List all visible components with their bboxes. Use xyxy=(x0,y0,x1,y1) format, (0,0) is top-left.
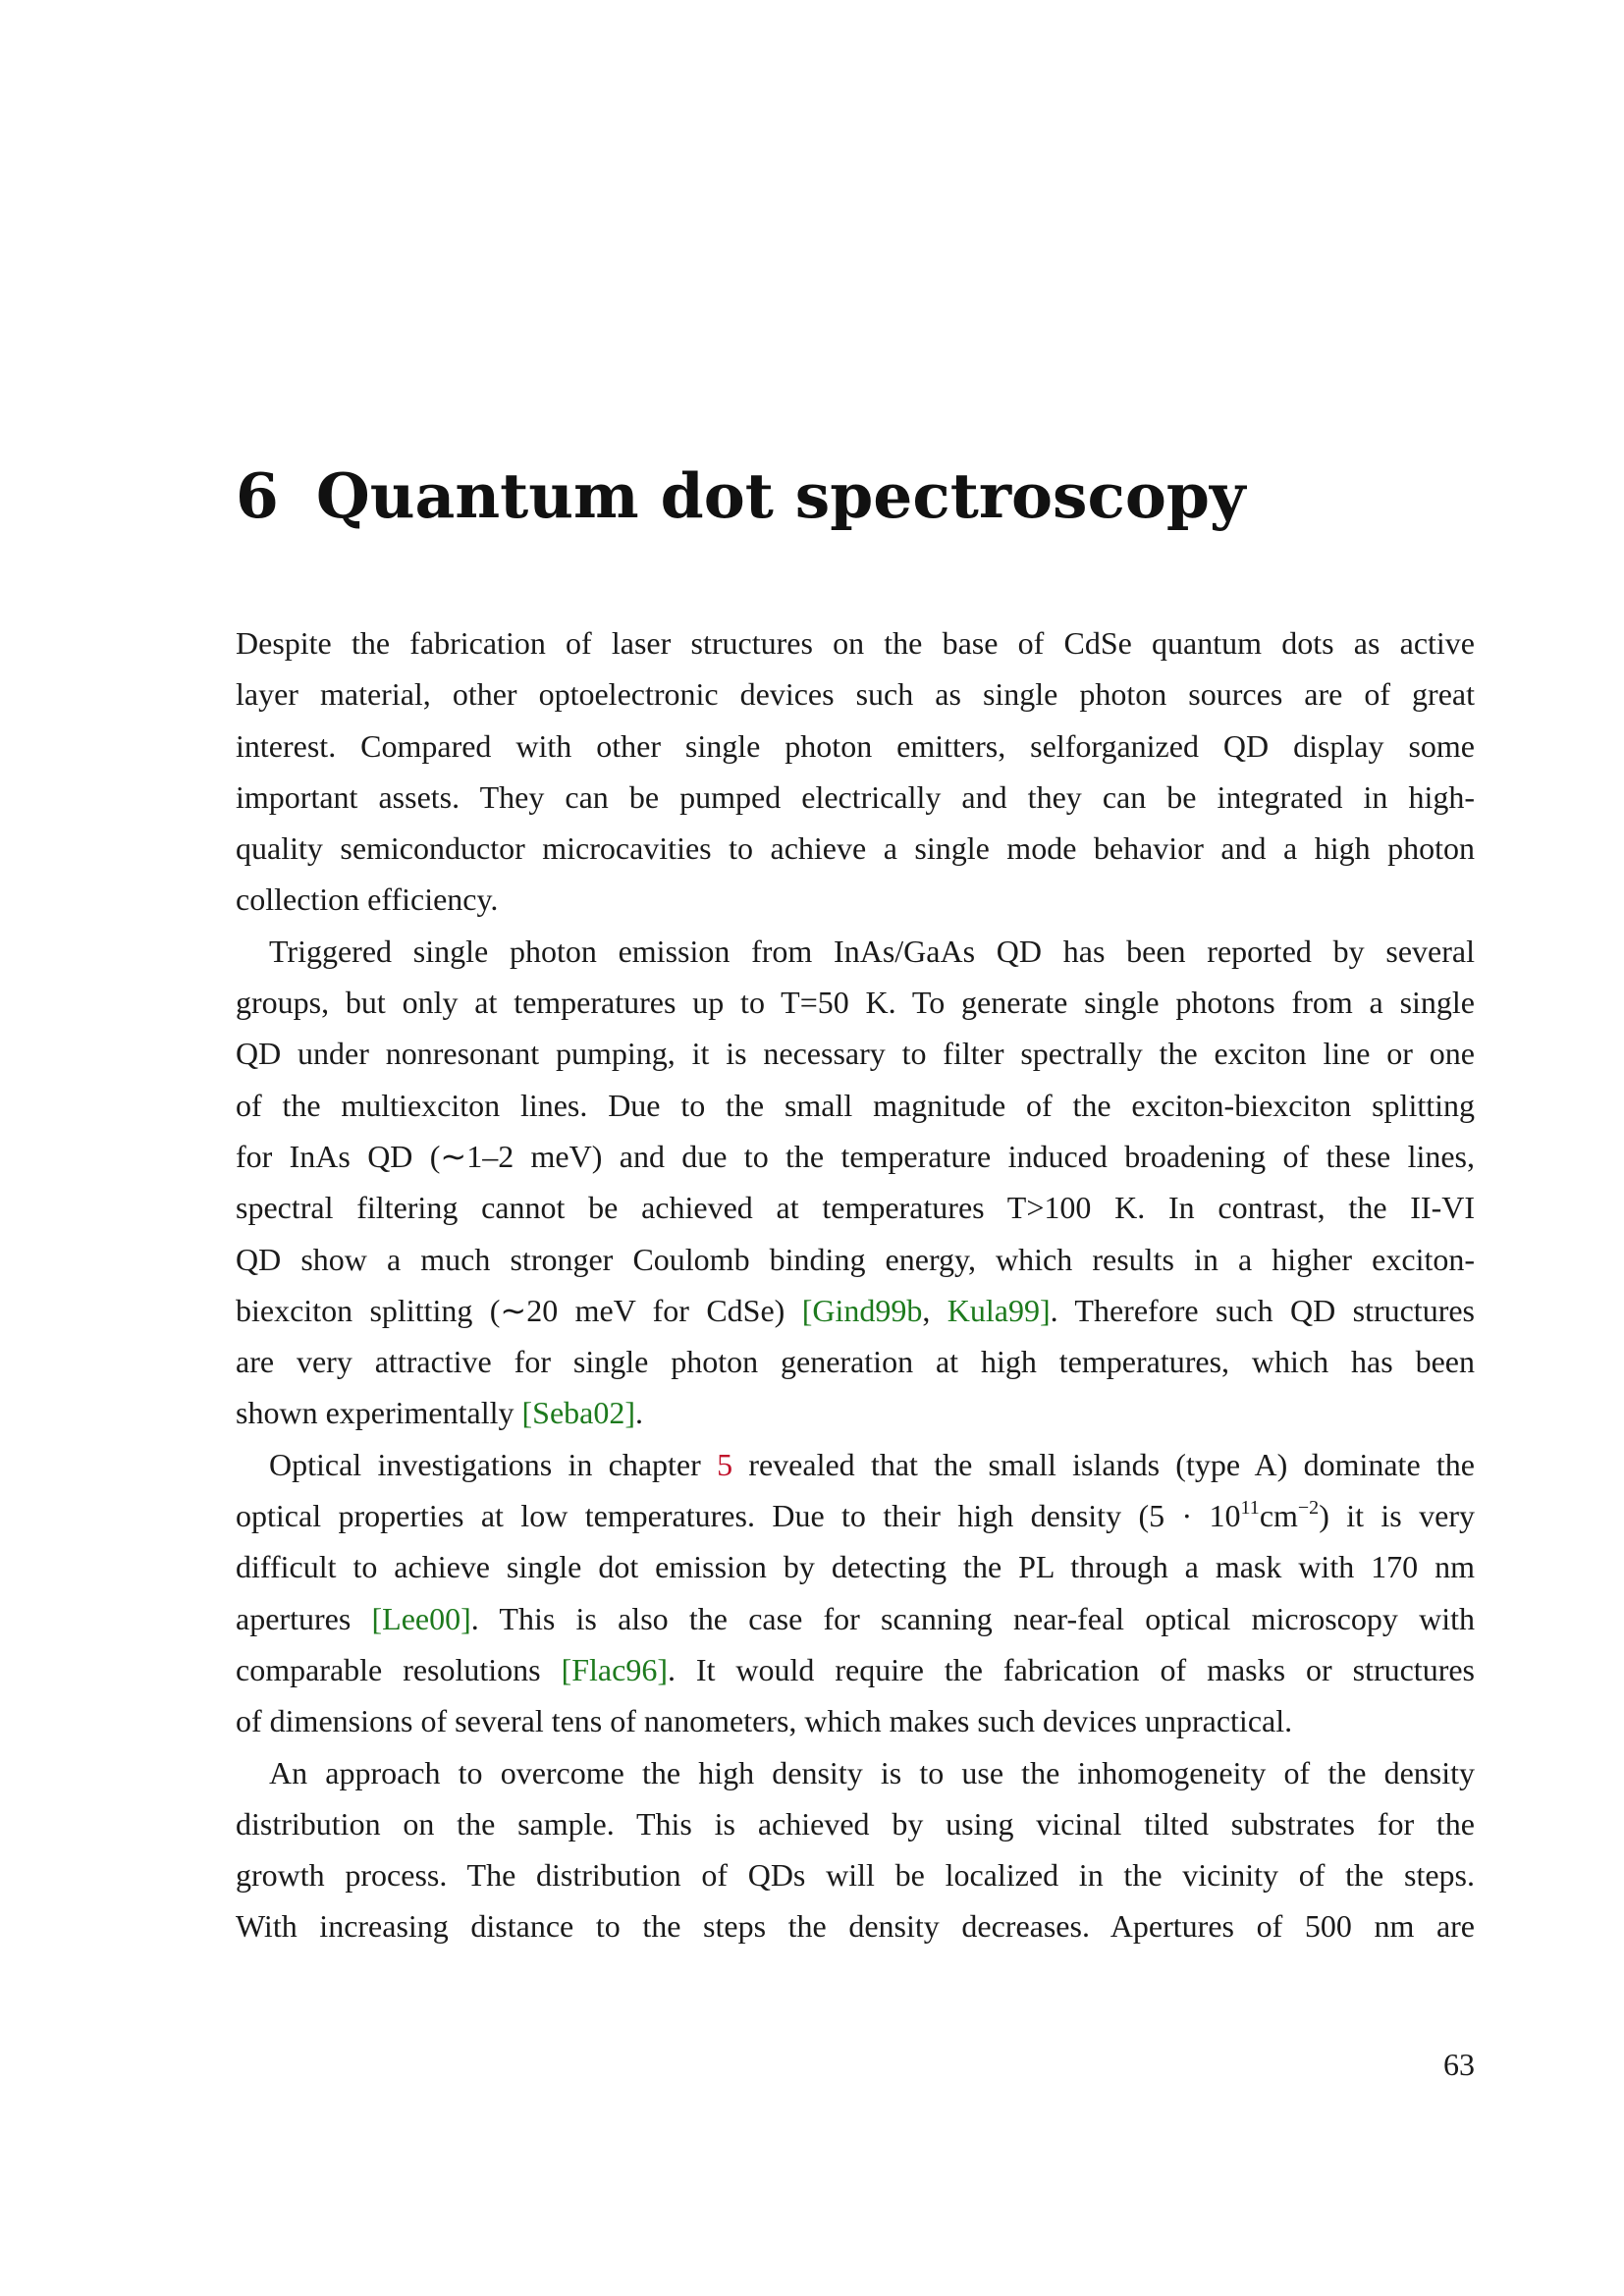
text-line: collection efficiency. xyxy=(236,881,499,918)
paragraph-4 xyxy=(236,1747,1475,1952)
text-line xyxy=(236,1644,1475,1695)
text-line: quality semiconductor microcavities to achieve a single mode behavior and a high photon xyxy=(236,830,1475,867)
text-line: Despite the fabrication of laser structures on the base of CdSe quantum dots as active xyxy=(236,625,1475,661)
text-line: QD under nonresonant pumping, it is necessary to filter spectrally the exciton line or one xyxy=(236,1036,1475,1072)
text-span: . It would require the fabrication of masks or structures xyxy=(667,1651,1476,1687)
chapter-reference-link[interactable]: 5 xyxy=(717,1446,733,1482)
text-line: are very attractive for single photon generation at high temperatures, which has been xyxy=(236,1344,1475,1380)
text-span: comparable resolutions xyxy=(236,1651,562,1687)
text-line: spectral filtering cannot be achieved at temperatures T>100 K. In contrast, the II-VI xyxy=(236,1190,1475,1226)
text-line: growth process. The distribution of QDs will be localized in the vicinity of the steps. xyxy=(236,1857,1475,1894)
text-span: ) it is very xyxy=(1319,1498,1475,1534)
text-span: . xyxy=(635,1395,643,1431)
body-text xyxy=(236,617,1475,1952)
text-line xyxy=(236,1387,1475,1438)
text-line xyxy=(236,1593,1475,1644)
chapter-title-text: Quantum dot spectroscopy xyxy=(315,459,1246,532)
chapter-heading xyxy=(236,456,1246,535)
paragraph-3 xyxy=(236,1439,1475,1747)
text-span: Optical investigations in chapter xyxy=(269,1446,718,1482)
text-line: difficult to achieve single dot emission by detecting the PL through a mask with 170 nm xyxy=(236,1549,1475,1585)
text-line xyxy=(236,1439,1475,1490)
text-span: optical properties at low temperatures. Due to their high density (5 · 10 xyxy=(236,1498,1241,1534)
text-line: of dimensions of several tens of nanometers, which makes such devices unpractical. xyxy=(236,1703,1293,1739)
text-line xyxy=(236,1285,1475,1336)
citation-link-kula99[interactable]: Kula99] xyxy=(947,1292,1051,1328)
paragraph-1 xyxy=(236,617,1475,926)
text-line: QD show a much stronger Coulomb binding energy, which results in a higher exciton- xyxy=(236,1241,1475,1277)
text-span: biexciton splitting (∼20 meV for CdSe) xyxy=(236,1292,802,1328)
text-span: , xyxy=(922,1292,947,1328)
text-line: An approach to overcome the high density is to use the inhomogeneity of the density xyxy=(269,1754,1475,1790)
text-span: apertures xyxy=(236,1600,372,1636)
page-number: 63 xyxy=(1443,2047,1475,2082)
text-line: of the multiexciton lines. Due to the small magnitude of the exciton-biexciton splitting xyxy=(236,1087,1475,1123)
citation-link-flac96[interactable]: [Flac96] xyxy=(561,1651,668,1687)
text-span: cm xyxy=(1259,1498,1298,1534)
text-line: layer material, other optoelectronic devices such as single photon sources are of great xyxy=(236,676,1475,713)
chapter-number: 6 xyxy=(236,459,279,532)
text-span: shown experimentally xyxy=(236,1395,522,1431)
text-line: With increasing distance to the steps the density decreases. Apertures of 500 nm are xyxy=(236,1908,1475,1945)
text-line xyxy=(236,1490,1475,1541)
text-span: . This is also the case for scanning near-feal optical microscopy with xyxy=(470,1600,1476,1636)
text-line: for InAs QD (∼1–2 meV) and due to the temperature induced broadening of these lines, xyxy=(236,1138,1475,1174)
text-line: distribution on the sample. This is achieved by using vicinal tilted substrates for the xyxy=(236,1805,1475,1842)
superscript: 11 xyxy=(1240,1497,1260,1520)
citation-link-seba02[interactable]: [Seba02] xyxy=(521,1395,635,1431)
text-line: groups, but only at temperatures up to T=50 K. To generate single photons from a single xyxy=(236,985,1475,1021)
text-line: interest. Compared with other single photon emitters, selforganized QD display some xyxy=(236,727,1475,764)
superscript: −2 xyxy=(1297,1497,1320,1520)
paragraph-2 xyxy=(236,926,1475,1439)
citation-link-lee00[interactable]: [Lee00] xyxy=(371,1600,471,1636)
text-span: . Therefore such QD structures xyxy=(1050,1292,1476,1328)
text-span: revealed that the small islands (type A) dominate the xyxy=(732,1446,1476,1482)
text-line: important assets. They can be pumped electrically and they can be integrated in high- xyxy=(236,778,1475,815)
text-line: Triggered single photon emission from InAs/GaAs QD has been reported by several xyxy=(269,933,1475,969)
citation-link-gind99b[interactable]: [Gind99b xyxy=(801,1292,923,1328)
